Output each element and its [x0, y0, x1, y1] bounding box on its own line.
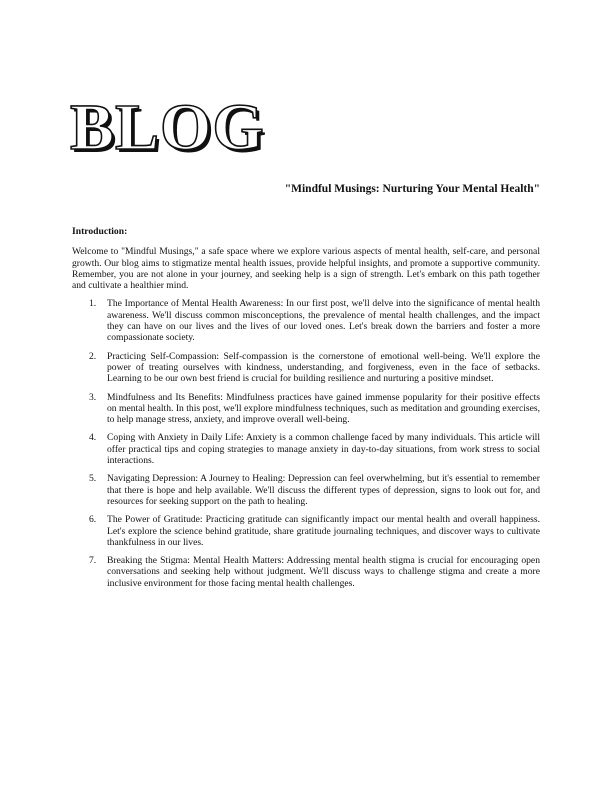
blog-content	[72, 226, 540, 596]
post-text: Coping with Anxiety in Daily Life: Anxiety is a common challenge faced by many individuals. This article will offer practical tips and coping strategies to manage anxiety in day-to-day situations, from work stress to social interactions.	[107, 432, 540, 467]
post-item-3	[72, 392, 540, 426]
post-text: Navigating Depression: A Journey to Healing: Depression can feel overwhelming, but it's essential to remember that there is hope and help available. We'll discuss the different types of depression, signs to look out for, and resources for seeking support on the path to healing.	[107, 473, 540, 507]
post-number: 2.	[89, 350, 97, 362]
post-number: 1.	[89, 298, 97, 310]
post-number: 4.	[89, 432, 97, 444]
post-item-4	[72, 432, 540, 466]
post-text: The Importance of Mental Health Awareness: In our first post, we'll delve into the significance of mental health awareness. We'll discuss common misconceptions, the prevalence of mental health challenges, and the impact they can have on our lives and the lives of our loved ones. Let's break down the barriers and foster a more compassionate society.	[107, 298, 540, 344]
post-number: 7.	[89, 555, 97, 567]
post-item-2	[72, 351, 540, 385]
post-list	[72, 298, 540, 589]
post-text: The Power of Gratitude: Practicing gratitude can significantly impact our mental health and overall happiness. Let's explore the science behind gratitude, share gratitude journaling techniques, and discover ways to cultivate thankfulness in our lives.	[107, 514, 540, 548]
post-item-7	[72, 555, 540, 589]
post-item-6	[72, 514, 540, 548]
intro-paragraph: Welcome to "Mindful Musings," a safe space where we explore various aspects of mental health, self-care, and personal growth. Our blog aims to stigmatize mental health issues, provide helpful insights, and promote a supportive community. Remember, you are not alone in your journey, and seeking help is a sign of strength. Let's embark on this path together and cultivate a healthier mind.	[72, 246, 540, 292]
post-item-5	[72, 473, 540, 507]
post-item-1	[72, 298, 540, 343]
post-text: Mindfulness and Its Benefits: Mindfulness practices have gained immense popularity for their positive effects on mental health. In this post, we'll explore mindfulness techniques, such as meditation and grounding exercises, to help manage stress, anxiety, and improve overall well-being.	[107, 391, 540, 426]
post-number: 5.	[89, 473, 97, 485]
intro-heading: Introduction:	[72, 226, 128, 237]
post-number: 6.	[89, 514, 97, 526]
post-text: Practicing Self-Compassion: Self-compassion is the cornerstone of emotional well-being. We'll explore the power of treating ourselves with kindness, understanding, and forgiveness, even in the face of setbacks. Learning to be our own best friend is crucial for building resilience and nurturing a positive mindset.	[107, 350, 540, 385]
blog-title: BLOG	[70, 91, 265, 164]
blog-subtitle: "Mindful Musings: Nurturing Your Mental Health"	[284, 183, 540, 195]
post-text: Breaking the Stigma: Mental Health Matters: Addressing mental health stigma is crucial for encouraging open conversations and seeking help without judgment. We'll discuss ways to challenge stigma and create a more inclusive environment for those facing mental health challenges.	[107, 555, 540, 589]
post-number: 3.	[89, 391, 97, 403]
